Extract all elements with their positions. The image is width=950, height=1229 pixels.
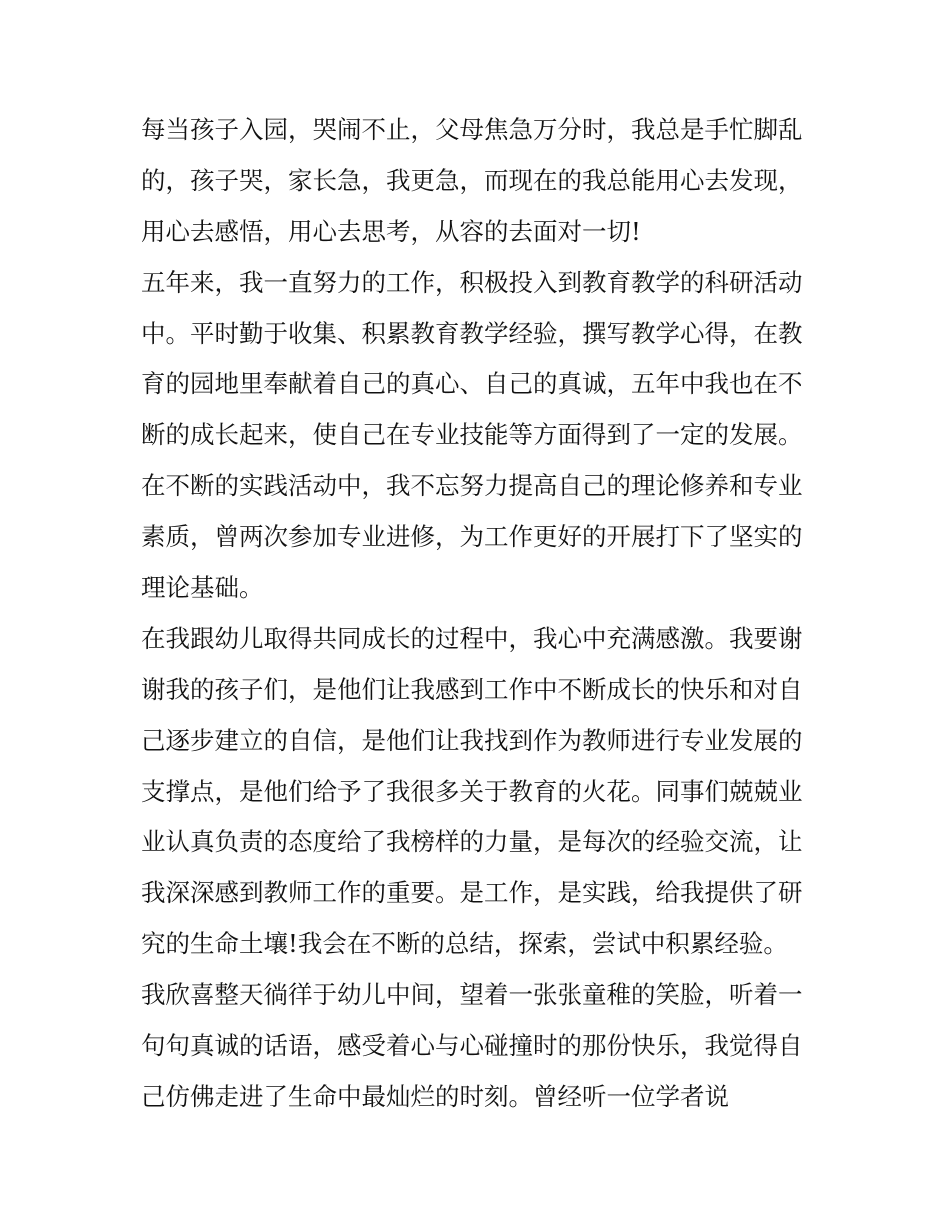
text-line: 育的园地里奉献着自己的真心、自己的真诚，五年中我也在不 (141, 369, 803, 399)
text-line: 在不断的实践活动中，我不忘努力提高自己的理论修养和专业 (141, 471, 803, 501)
text-line: 素质，曾两次参加专业进修，为工作更好的开展打下了坚实的 (141, 522, 803, 552)
text-line: 用心去感悟，用心去思考，从容的去面对一切! (141, 216, 641, 246)
text-line: 理论基础。 (141, 573, 264, 603)
text-line: 谢我的孩子们，是他们让我感到工作中不断成长的快乐和对自 (141, 674, 803, 704)
text-line: 支撑点，是他们给予了我很多关于教育的火花。同事们兢兢业 (141, 776, 803, 806)
text-line: 己逐步建立的自信，是他们让我找到作为教师进行专业发展的 (141, 725, 803, 755)
text-line: 我深深感到教师工作的重要。是工作，是实践，给我提供了研 (141, 878, 803, 908)
text-line: 我欣喜整天徜徉于幼儿中间，望着一张张童稚的笑脸，听着一 (141, 980, 803, 1010)
text-line: 每当孩子入园，哭闹不止，父母焦急万分时，我总是手忙脚乱 (141, 115, 803, 144)
text-line: 句句真诚的话语，感受着心与心碰撞时的那份快乐，我觉得自 (141, 1031, 803, 1061)
text-line: 中。平时勤于收集、积累教育教学经验，撰写教学心得，在教 (141, 318, 803, 348)
text-line: 的，孩子哭，家长急，我更急，而现在的我总能用心去发现， (141, 165, 803, 195)
document-body (141, 105, 831, 1123)
text-line: 究的生命土壤!我会在不断的总结，探索，尝试中积累经验。 (141, 929, 788, 959)
text-line: 断的成长起来，使自己在专业技能等方面得到了一定的发展。 (141, 420, 803, 450)
text-line: 在我跟幼儿取得共同成长的过程中，我心中充满感激。我要谢 (141, 623, 803, 653)
text-line: 己仿佛走进了生命中最灿烂的时刻。曾经听一位学者说 (141, 1081, 729, 1111)
text-line: 业认真负责的态度给了我榜样的力量，是每次的经验交流，让 (141, 827, 803, 857)
text-line: 五年来，我一直努力的工作，积极投入到教育教学的科研活动 (141, 267, 803, 297)
